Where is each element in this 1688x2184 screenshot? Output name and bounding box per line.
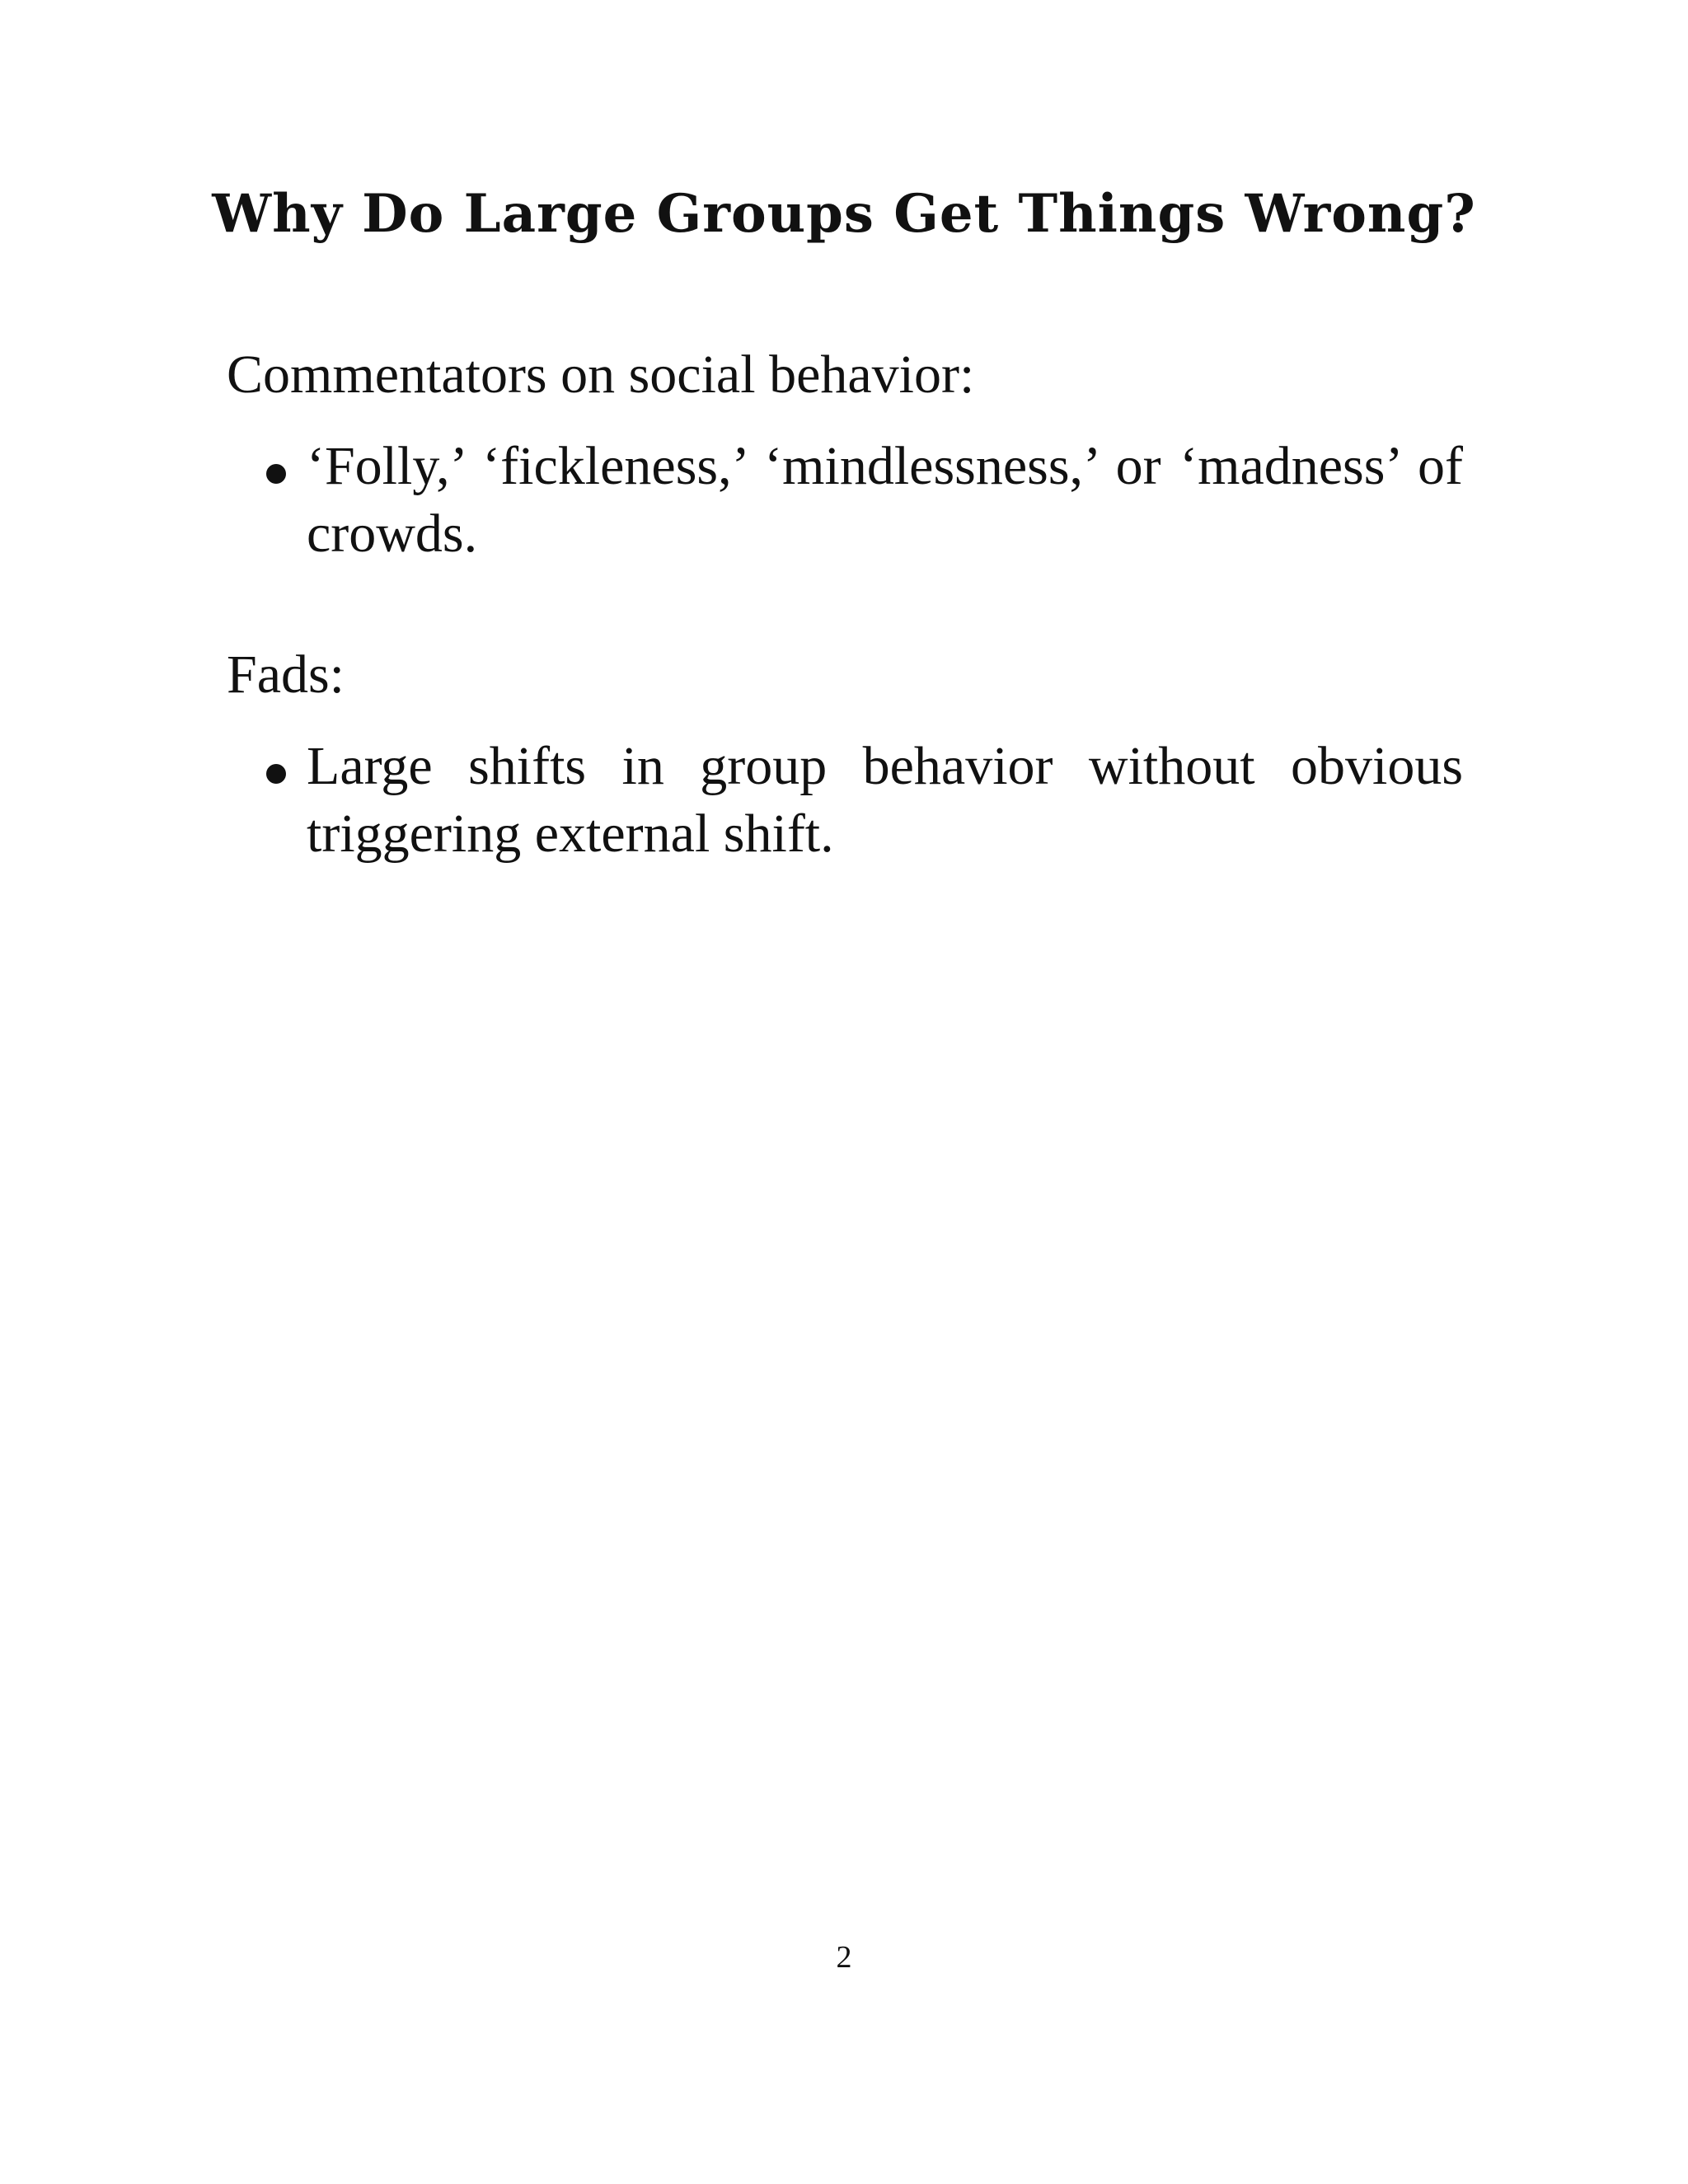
- section-fads: [227, 638, 1463, 868]
- page-content: [227, 338, 1463, 868]
- list-item-text: ‘Folly,’ ‘fickleness,’ ‘mindlessness,’ or ‘madness’ of crowds.: [307, 436, 1463, 564]
- list-item: [227, 433, 1463, 568]
- section-heading: Fads:: [227, 644, 345, 705]
- page-title: Why Do Large Groups Get Things Wrong?: [212, 183, 1476, 245]
- section-commentators: [227, 338, 1463, 568]
- bullet-dot-icon: [266, 764, 286, 784]
- bullet-dot-icon: [266, 464, 286, 484]
- list-item: [227, 733, 1463, 868]
- page-number: 2: [836, 1940, 852, 1975]
- bullet-list: [227, 433, 1463, 568]
- list-item-text: Large shifts in group behavior without obvious triggering external shift.: [307, 736, 1463, 864]
- section-heading: Commentators on social behavior:: [227, 344, 975, 405]
- bullet-list: [227, 733, 1463, 868]
